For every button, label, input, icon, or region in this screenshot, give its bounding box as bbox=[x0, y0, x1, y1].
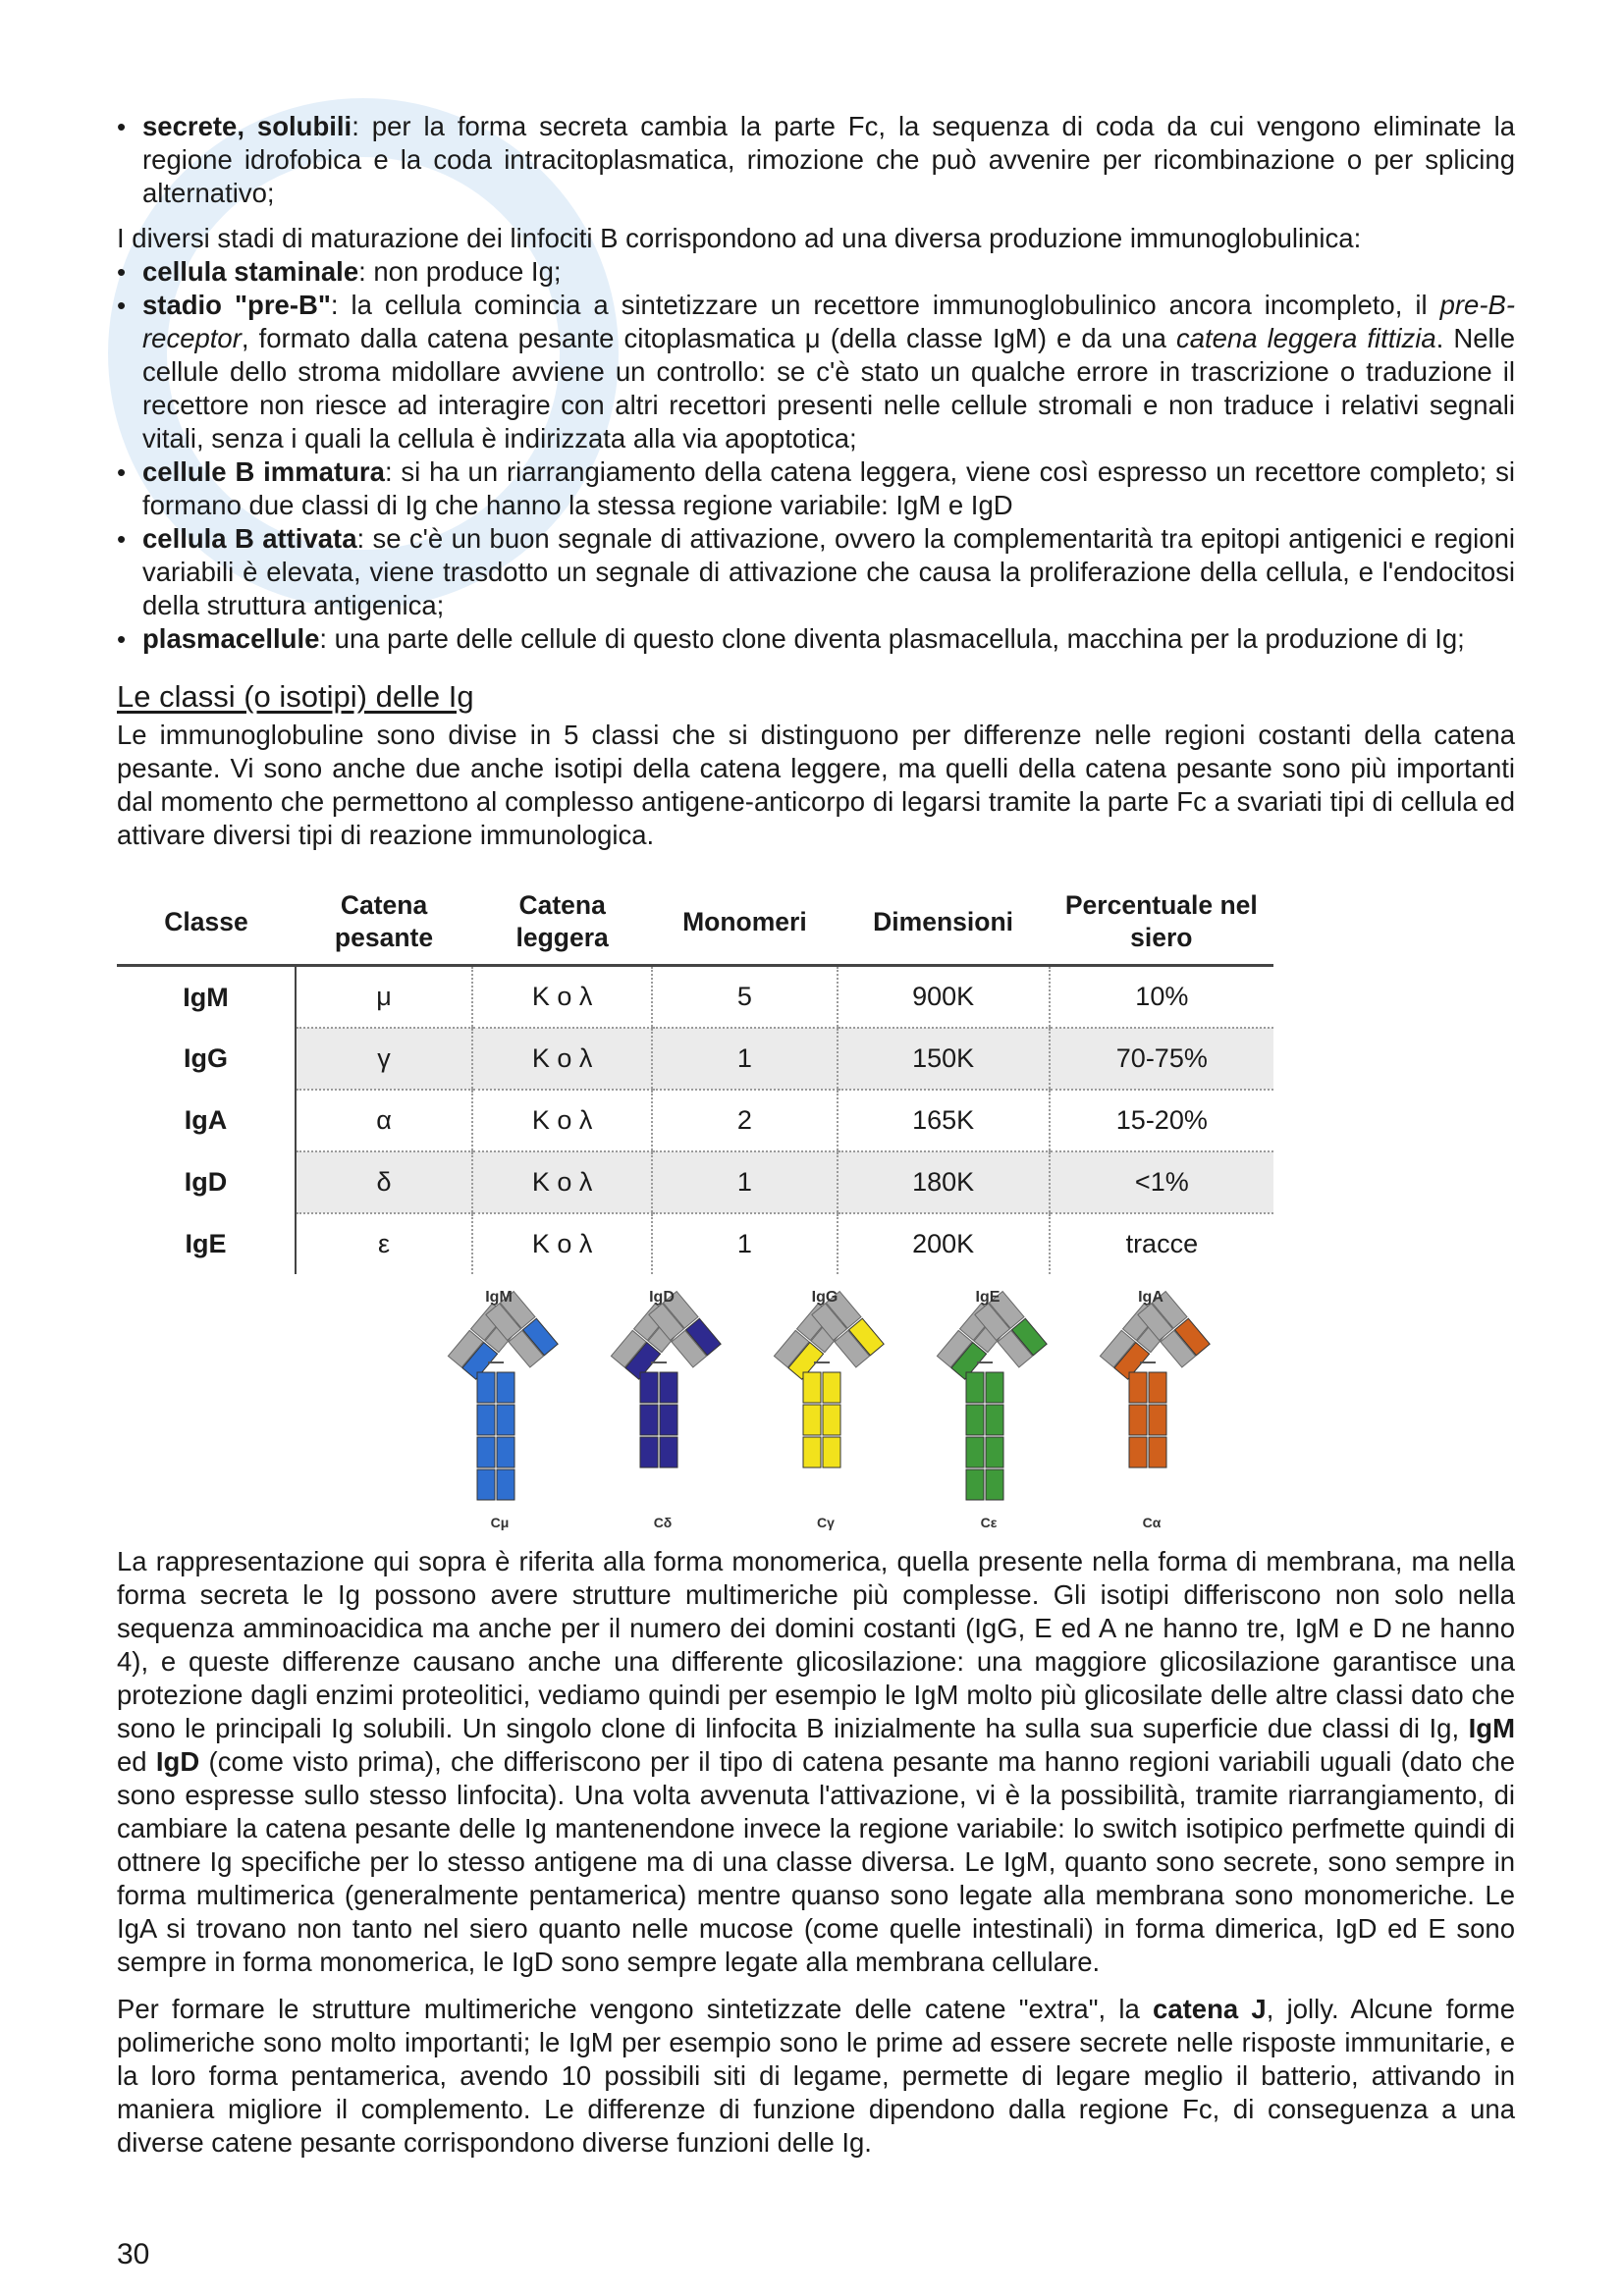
table-cell: K o λ bbox=[472, 1151, 652, 1213]
table-cell: 15-20% bbox=[1050, 1090, 1273, 1151]
fc-domain bbox=[966, 1437, 984, 1468]
table-cell: 70-75% bbox=[1050, 1028, 1273, 1090]
fc-domain bbox=[660, 1405, 677, 1435]
fc-domain bbox=[803, 1372, 821, 1403]
table-cell: 150K bbox=[838, 1028, 1050, 1090]
table-cell: 165K bbox=[838, 1090, 1050, 1151]
header-percentuale: Percentuale nel siero bbox=[1050, 885, 1273, 966]
table-cell: 1 bbox=[652, 1151, 837, 1213]
table-cell: K o λ bbox=[472, 966, 652, 1029]
table-row bbox=[117, 1090, 1273, 1151]
table-cell: IgG bbox=[117, 1028, 296, 1090]
list-item: • stadio "pre-B": la cellula comincia a sintetizzare un recettore immunoglobulinico ancora incompleto, il pre-B-receptor, formato dalla catena pesante citoplasmatica μ (della classe IgM) e da una catena leggera fittizia. Nelle cellule dello stroma midollare avviene un controllo: se c'è stato un qualche errore in trascrizione o traduzione il recettore non riesce ad interagire con altri recettori presenti nelle cellule stromali e non traduce i relativi segnali vitali, senza i quali la cellula è indirizzata alla via apoptotica; bbox=[117, 289, 1515, 455]
fc-domain bbox=[803, 1437, 821, 1468]
antibody-ige bbox=[937, 1289, 1047, 1530]
table-cell: 10% bbox=[1050, 966, 1273, 1029]
fc-domain bbox=[1149, 1437, 1166, 1468]
page-number: 30 bbox=[117, 2238, 150, 2270]
fc-domain bbox=[986, 1372, 1003, 1403]
fc-domain bbox=[477, 1437, 495, 1468]
fc-domain bbox=[640, 1372, 658, 1403]
isotype-label: IgA bbox=[1138, 1289, 1163, 1306]
fc-domain bbox=[966, 1469, 984, 1500]
table-cell: IgD bbox=[117, 1151, 296, 1213]
paragraph-monomeric-form: La rappresentazione qui sopra è riferita alla forma monomerica, quella presente nella forma di membrana, ma nella forma secreta le Ig possono avere strutture multimeriche più complesse. Gli isotipi differiscono non solo nella sequenza amminoacidica ma anche per il numero dei domini costanti (IgG, E ed A ne hanno tre, IgM e D ne hanno 4), e queste differenze causano anche una differente glicosilazione: una maggiore glicosilazione garantisce una protezione dagli enzimi proteolitici, vediamo quindi per esempio le IgM molto più glicosilate delle altre classi dato che sono le principali Ig solubili. Un singolo clone di linfocita B inizialmente ha sulla sua superficie due classi di Ig, IgM ed IgD (come visto prima), che differiscono per il tipo di catena pesante ma hanno regioni variabili uguali (dato che sono espresse sullo stesso linfocita). Una volta avvenuta l'attivazione, vi è la possibilità, tramite riarrangiamento, di cambiare la catena pesante delle Ig mantenendone invece la regione variabile: lo switch isotipico perfmette quindi di ottnere Ig specifiche per lo stesso antigene ma di una classe diversa. Le IgM, quanto sono secrete, sono sempre in forma multimerica (generalmente pentamerica) mentre quanso sono legate alla membrana sono monomeriche. Le IgA si trovano non tanto nel siero quanto nelle mucose (come quelle intestinali) in forma dimerica, IgD ed E sono sempre in forma monomerica, le IgD sono sempre legate alla membrana cellulare. bbox=[117, 1546, 1516, 1977]
table-row bbox=[117, 1151, 1273, 1213]
antibody-iga bbox=[1100, 1289, 1210, 1530]
table-cell: IgE bbox=[117, 1213, 296, 1274]
table-cell: K o λ bbox=[472, 1090, 652, 1151]
fc-domain bbox=[477, 1405, 495, 1435]
table-row bbox=[117, 966, 1273, 1029]
fc-domain bbox=[497, 1372, 514, 1403]
fc-domain bbox=[986, 1405, 1003, 1435]
list-item: • cellule B immatura: si ha un riarrangiamento della catena leggera, viene così espresso un recettore completo; si formano due classi di Ig che hanno la stessa regione variabile: IgM e IgD bbox=[117, 455, 1515, 522]
constant-region-label: Cγ bbox=[817, 1515, 835, 1530]
table-cell: K o λ bbox=[472, 1028, 652, 1090]
table-row bbox=[117, 1213, 1273, 1274]
header-monomeri: Monomeri bbox=[652, 885, 837, 966]
antibody-igg bbox=[774, 1289, 884, 1530]
fc-domain bbox=[640, 1405, 658, 1435]
fc-domain bbox=[660, 1372, 677, 1403]
table-cell: tracce bbox=[1050, 1213, 1273, 1274]
table-cell: IgA bbox=[117, 1090, 296, 1151]
fc-domain bbox=[1129, 1437, 1147, 1468]
table-cell: 1 bbox=[652, 1213, 837, 1274]
fc-domain bbox=[803, 1405, 821, 1435]
constant-region-label: Cα bbox=[1142, 1515, 1162, 1530]
paragraph-j-chain: Per formare le strutture multimeriche vengono sintetizzate delle catene "extra", la catena J, jolly. Alcune forme polimeriche sono molto importanti; le IgM per esempio sono le prime ad essere secrete nelle risposte immunitarie, e la loro forma pentamerica, avendo 10 possibili siti di legame, permette di legare meglio il batterio, attivando in maniera migliore il complemento. Le differenze di funzione dipendono dalla regione Fc, di conseguenza a una diverse catene pesante corrispondono diverse funzioni delle Ig. bbox=[117, 1994, 1515, 2158]
antibody-igm bbox=[448, 1289, 558, 1530]
maturation-intro: I diversi stadi di maturazione dei linfociti B corrispondono ad una diversa produzione immunoglobulinica: bbox=[117, 223, 1362, 253]
fc-domain bbox=[966, 1405, 984, 1435]
fc-domain bbox=[1129, 1405, 1147, 1435]
antibody-diagram bbox=[417, 1286, 1222, 1531]
section-title: Le classi (o isotipi) delle Ig bbox=[117, 679, 474, 714]
constant-region-label: Cδ bbox=[653, 1515, 673, 1530]
isotype-label: IgG bbox=[811, 1289, 839, 1306]
maturation-stages bbox=[117, 255, 1515, 656]
antibody-igd bbox=[611, 1289, 721, 1530]
header-classe: Classe bbox=[117, 885, 296, 966]
table-header-row bbox=[117, 885, 1273, 966]
table-cell: 5 bbox=[652, 966, 837, 1029]
fc-domain bbox=[660, 1437, 677, 1468]
table-cell: <1% bbox=[1050, 1151, 1273, 1213]
header-catena-leggera: Catena leggera bbox=[472, 885, 652, 966]
section-intro: Le immunoglobuline sono divise in 5 classi che si distinguono per differenze nelle regioni costanti della catena pesante. Vi sono anche due anche isotipi della catena leggere, ma quelli della catena pesante sono più importanti dal momento che permettono al complesso antigene-anticorpo di legarsi tramite la parte Fc a svariati tipi di cellula ed attivare diversi tipi di reazione immunologica. bbox=[117, 720, 1515, 850]
list-item: • cellula staminale: non produce Ig; bbox=[117, 255, 1515, 289]
fc-domain bbox=[1149, 1405, 1166, 1435]
fc-domain bbox=[966, 1372, 984, 1403]
table-cell: ε bbox=[296, 1213, 472, 1274]
fc-domain bbox=[823, 1437, 840, 1468]
table-cell: K o λ bbox=[472, 1213, 652, 1274]
fc-domain bbox=[640, 1437, 658, 1468]
list-item: • plasmacellule: una parte delle cellule di questo clone diventa plasmacellula, macchina per la produzione di Ig; bbox=[117, 622, 1515, 656]
ig-classes-table bbox=[117, 885, 1273, 1274]
fc-domain bbox=[1129, 1372, 1147, 1403]
isotype-label: IgE bbox=[975, 1289, 1001, 1306]
constant-region-label: Cμ bbox=[490, 1515, 510, 1530]
secretion-bullets bbox=[117, 110, 1515, 210]
list-item: • cellula B attivata: se c'è un buon segnale di attivazione, ovvero la complementarità tra epitopi antigenici e regioni variabili è elevata, viene trasdotto un segnale di attivazione che causa la proliferazione della cellula, e l'endocitosi della struttura antigenica; bbox=[117, 522, 1515, 622]
fc-domain bbox=[823, 1405, 840, 1435]
fc-domain bbox=[986, 1469, 1003, 1500]
antibody-isotypes-figure bbox=[417, 1286, 1222, 1531]
fc-domain bbox=[497, 1469, 514, 1500]
fc-domain bbox=[497, 1437, 514, 1468]
table-cell: μ bbox=[296, 966, 472, 1029]
fc-domain bbox=[477, 1469, 495, 1500]
fc-domain bbox=[1149, 1372, 1166, 1403]
table-cell: 900K bbox=[838, 966, 1050, 1029]
table-cell: 180K bbox=[838, 1151, 1050, 1213]
constant-region-label: Cε bbox=[980, 1515, 998, 1530]
isotype-label: IgD bbox=[649, 1289, 675, 1306]
header-dimensioni: Dimensioni bbox=[838, 885, 1050, 966]
header-catena-pesante: Catena pesante bbox=[296, 885, 472, 966]
table-cell: 1 bbox=[652, 1028, 837, 1090]
table-cell: γ bbox=[296, 1028, 472, 1090]
fc-domain bbox=[477, 1372, 495, 1403]
table-cell: 200K bbox=[838, 1213, 1050, 1274]
table-cell: 2 bbox=[652, 1090, 837, 1151]
table-row bbox=[117, 1028, 1273, 1090]
fc-domain bbox=[986, 1437, 1003, 1468]
fc-domain bbox=[823, 1372, 840, 1403]
fc-domain bbox=[497, 1405, 514, 1435]
page-content bbox=[117, 110, 1515, 2160]
table-cell: δ bbox=[296, 1151, 472, 1213]
isotype-label: IgM bbox=[485, 1289, 513, 1306]
table-cell: IgM bbox=[117, 966, 296, 1029]
table-cell: α bbox=[296, 1090, 472, 1151]
list-item: • secrete, solubili: per la forma secreta cambia la parte Fc, la sequenza di coda da cui vengono eliminate la regione idrofobica e la coda intracitoplasmatica, rimozione che può avvenire per ricombinazione o per splicing alternativo; bbox=[117, 110, 1515, 210]
